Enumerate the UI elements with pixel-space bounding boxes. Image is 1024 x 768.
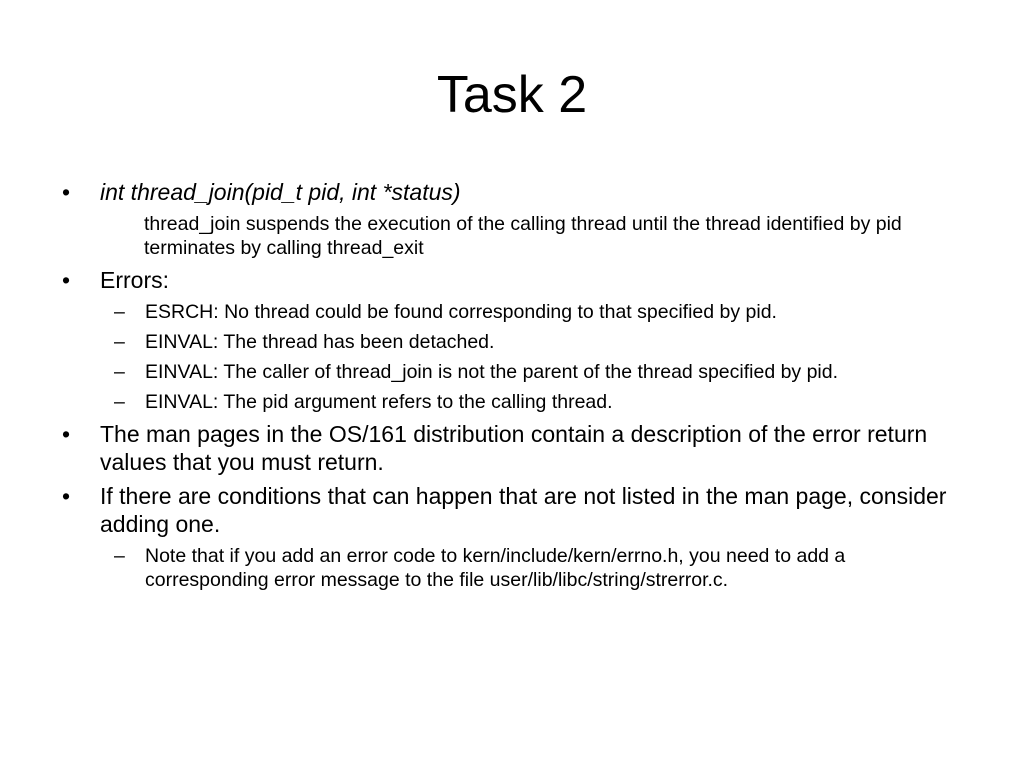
bullet-item-conditions bbox=[62, 482, 962, 538]
dash-icon: – bbox=[114, 361, 125, 383]
sub-item-errno-note bbox=[62, 544, 962, 592]
sub-item-esrch bbox=[62, 300, 962, 324]
bullet-icon: • bbox=[62, 483, 71, 509]
bullet-item-signature bbox=[62, 178, 962, 206]
bullet-icon: • bbox=[62, 179, 71, 205]
sub-item-text: EINVAL: The pid argument refers to the calling thread. bbox=[145, 391, 613, 413]
bullet-icon: • bbox=[62, 267, 71, 293]
sub-item-einval-detached bbox=[62, 330, 962, 354]
bullet-item-errors bbox=[62, 266, 962, 294]
sub-item-text: Note that if you add an error code to kern/include/kern/errno.h, you need to add a corresponding error message to the file user/lib/libc/string/strerror.c. bbox=[145, 545, 846, 591]
bullet-icon: • bbox=[62, 421, 71, 447]
dash-icon: – bbox=[114, 391, 125, 413]
sub-item-einval-self bbox=[62, 390, 962, 414]
slide-title: Task 2 bbox=[436, 66, 588, 124]
bullet-item-man-pages bbox=[62, 420, 962, 476]
slide-content bbox=[62, 178, 962, 598]
dash-icon: – bbox=[114, 545, 125, 567]
bullet-text: The man pages in the OS/161 distribution contain a description of the error return values that you must return. bbox=[100, 421, 928, 475]
errors-heading: Errors: bbox=[100, 267, 169, 293]
function-signature: int thread_join(pid_t pid, int *status) bbox=[100, 179, 461, 205]
sub-item-text: ESRCH: No thread could be found corresponding to that specified by pid. bbox=[145, 301, 777, 323]
function-description: thread_join suspends the execution of the calling thread until the thread identified by pid terminates by calling thread_exit bbox=[144, 213, 902, 259]
sub-item-text: EINVAL: The caller of thread_join is not the parent of the thread specified by pid. bbox=[145, 361, 839, 383]
dash-icon: – bbox=[114, 331, 125, 353]
sub-item-einval-not-parent bbox=[62, 360, 962, 384]
bullet-text: If there are conditions that can happen that are not listed in the man page, consider adding one. bbox=[100, 483, 947, 537]
sub-item-text: EINVAL: The thread has been detached. bbox=[145, 331, 495, 353]
dash-icon: – bbox=[114, 301, 125, 323]
